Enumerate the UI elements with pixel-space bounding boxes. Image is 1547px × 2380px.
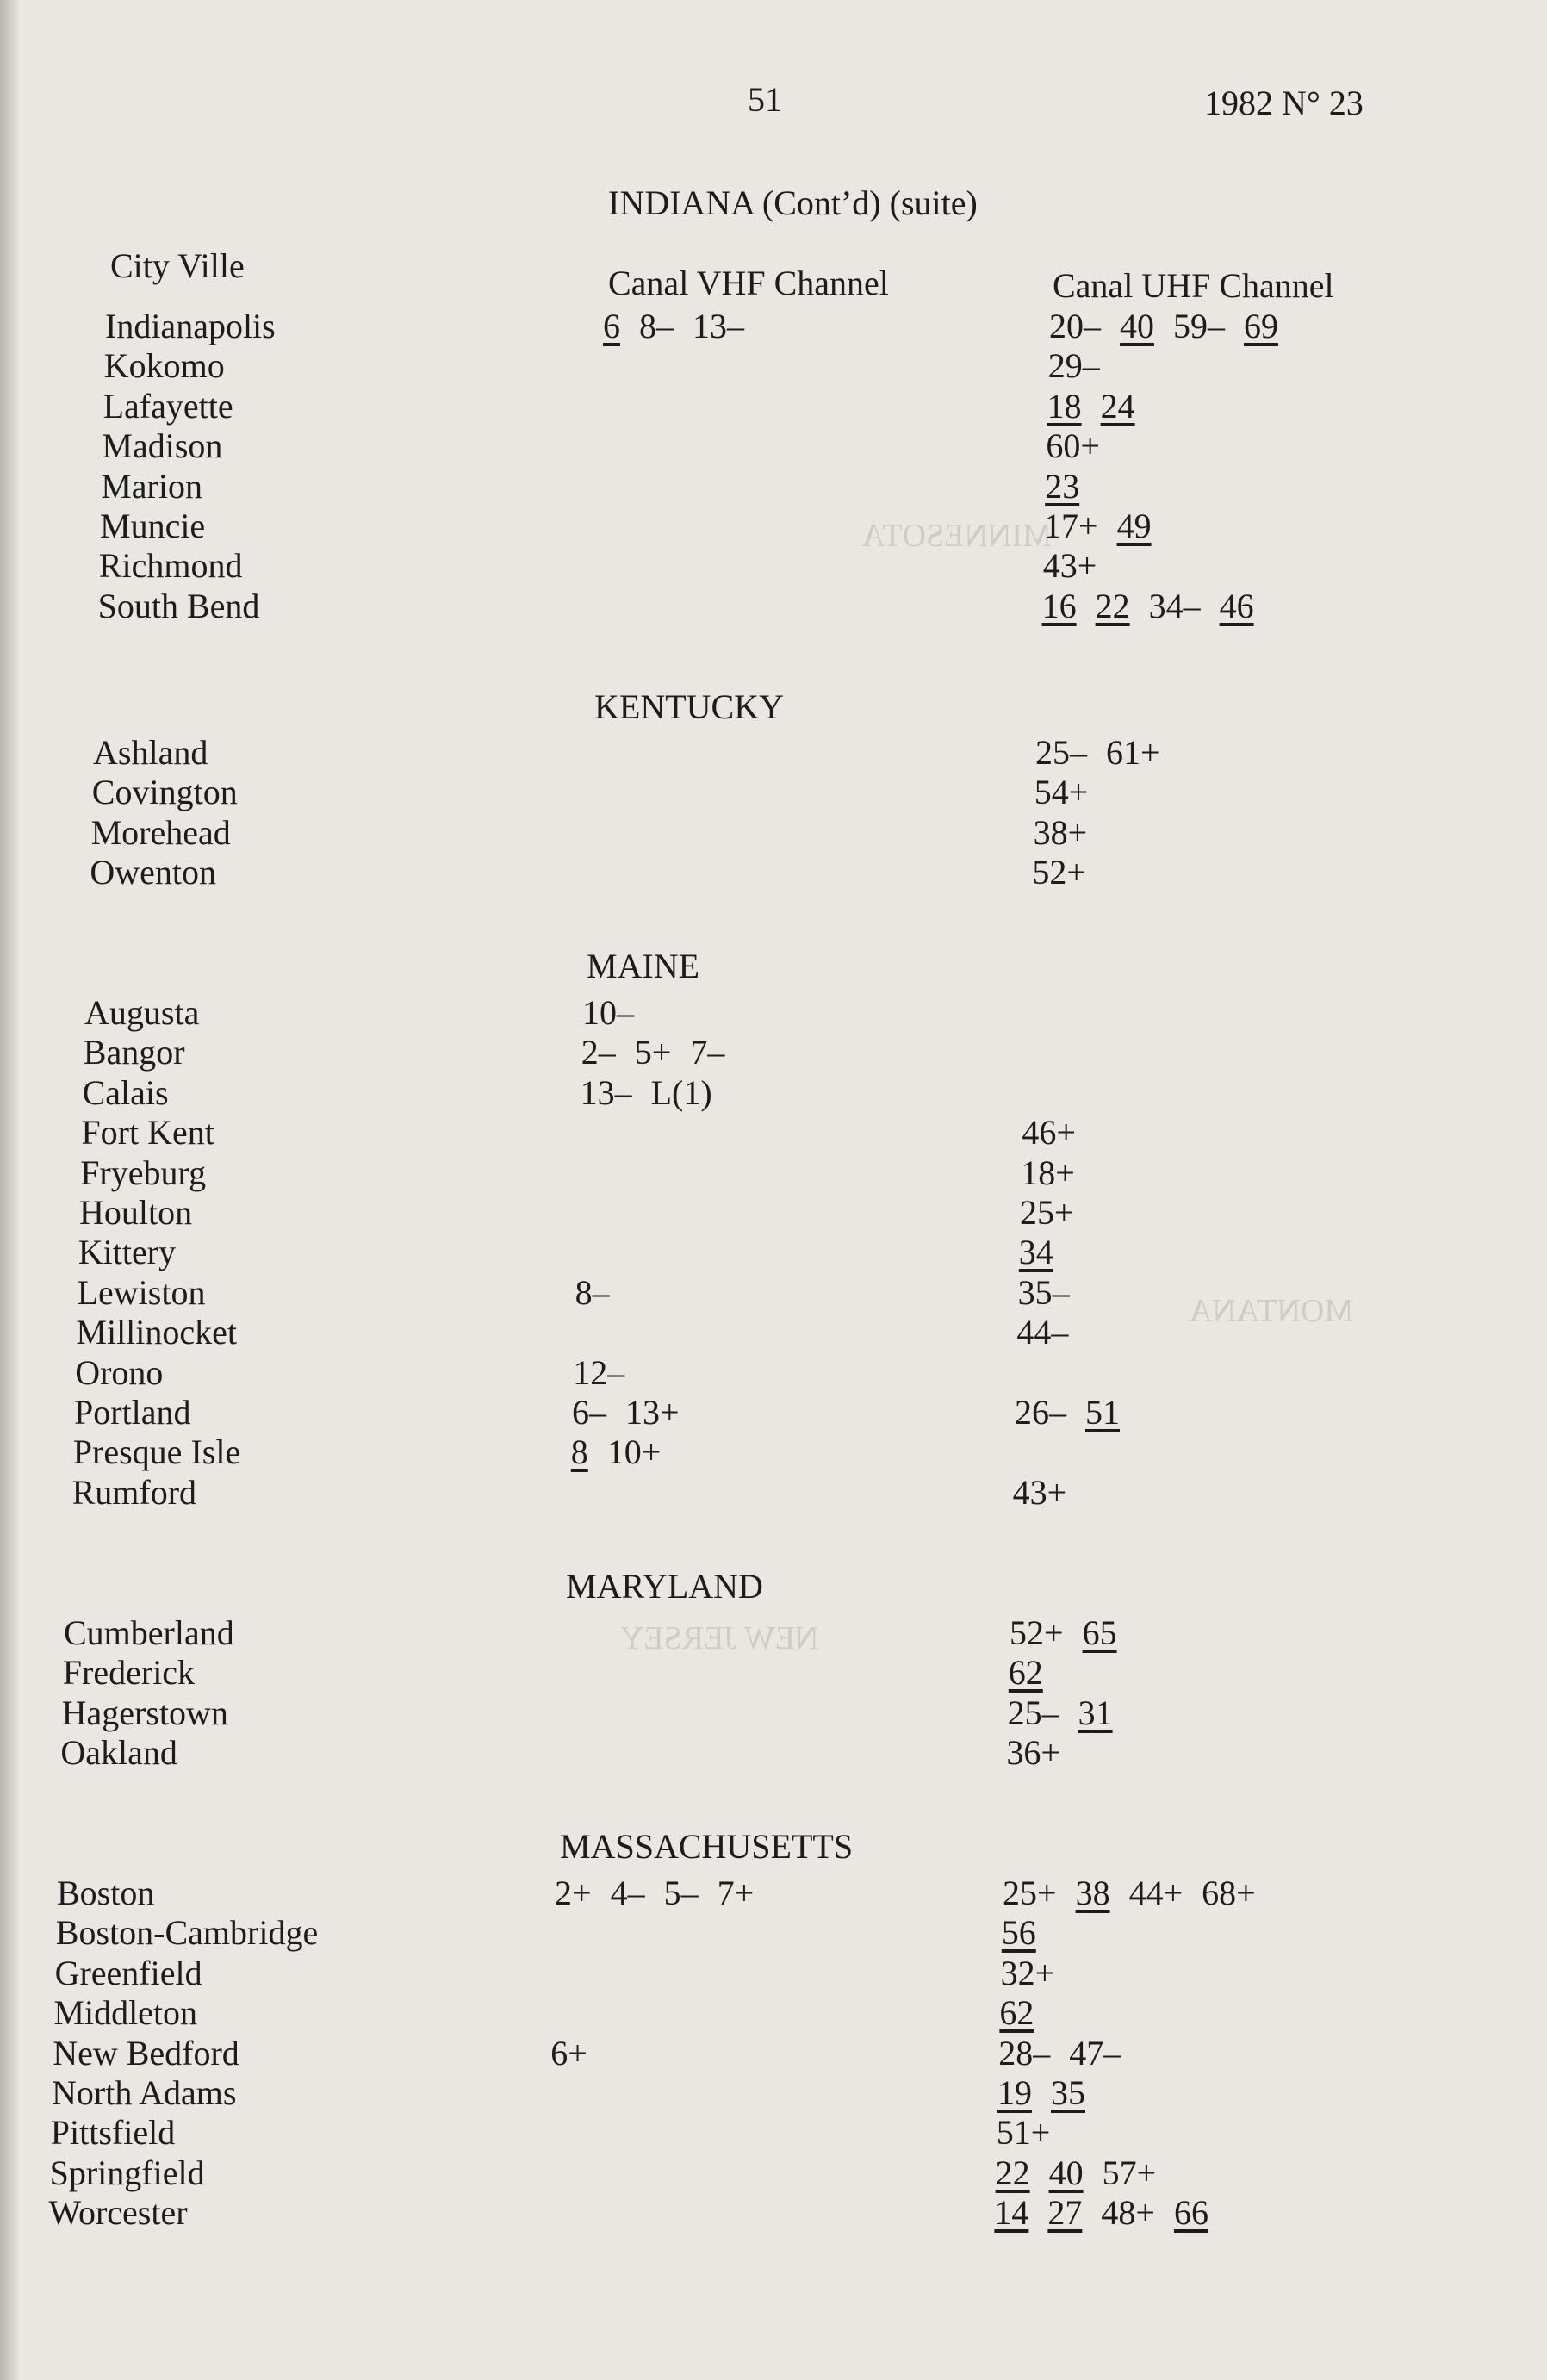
uhf-channel: 22 bbox=[1095, 586, 1130, 625]
uhf-channel: 44– bbox=[1016, 1313, 1069, 1352]
uhf-channel: 18 bbox=[1047, 386, 1082, 426]
uhf-channels bbox=[1043, 545, 1116, 586]
uhf-channels bbox=[1013, 1472, 1086, 1513]
city-name: Augusta bbox=[84, 993, 200, 1032]
uhf-channel: 17+ bbox=[1044, 506, 1098, 545]
vhf-channels bbox=[582, 992, 653, 1033]
city-name: Worcester bbox=[48, 2193, 188, 2233]
city-name: Richmond bbox=[98, 546, 243, 586]
page-number: 51 bbox=[748, 80, 782, 119]
uhf-channel: 69 bbox=[1244, 307, 1278, 345]
uhf-channel: 66 bbox=[1173, 2193, 1208, 2233]
uhf-channels bbox=[1035, 732, 1179, 773]
vhf-channels bbox=[555, 1873, 773, 1913]
city-name: Morehead bbox=[90, 812, 231, 852]
city-name: Millinocket bbox=[76, 1313, 238, 1352]
uhf-channel: 49 bbox=[1116, 506, 1152, 545]
uhf-channel: 27 bbox=[1047, 2193, 1083, 2233]
city-name: Owenton bbox=[90, 853, 217, 892]
vhf-channel: 6– bbox=[572, 1393, 606, 1432]
uhf-channels bbox=[1010, 1613, 1136, 1653]
city-name: Fort Kent bbox=[81, 1113, 214, 1153]
uhf-channel: 48+ bbox=[1101, 2193, 1155, 2233]
uhf-channel: 43+ bbox=[1042, 546, 1097, 586]
uhf-channel: 25+ bbox=[1020, 1193, 1074, 1232]
uhf-channels bbox=[1006, 1732, 1079, 1773]
state-heading: MASSACHUSETTS bbox=[560, 1827, 854, 1866]
uhf-channel: 59– bbox=[1173, 307, 1225, 345]
vhf-channel: 8– bbox=[575, 1272, 610, 1312]
vhf-channel: 13+ bbox=[625, 1393, 680, 1432]
vhf-channels bbox=[575, 1272, 629, 1313]
uhf-channel: 38+ bbox=[1033, 812, 1088, 852]
uhf-channels bbox=[997, 2072, 1104, 2113]
city-name: New Bedford bbox=[53, 2033, 239, 2072]
vhf-channel: 5+ bbox=[634, 1033, 672, 1072]
vhf-channel: 6+ bbox=[550, 2033, 587, 2072]
city-name: Covington bbox=[91, 773, 238, 812]
city-name: Greenfield bbox=[54, 1953, 202, 1992]
page-spine-shadow bbox=[0, 0, 19, 2380]
uhf-channels bbox=[999, 1992, 1053, 2033]
uhf-channel: 65 bbox=[1082, 1613, 1117, 1652]
uhf-channel: 57+ bbox=[1102, 2153, 1157, 2192]
uhf-channels bbox=[1018, 1272, 1089, 1313]
uhf-channels bbox=[1002, 1912, 1055, 1953]
uhf-channel: 36+ bbox=[1006, 1733, 1060, 1773]
city-name: Lewiston bbox=[77, 1272, 206, 1312]
uhf-channels bbox=[998, 2033, 1140, 2073]
vhf-channel: 13– bbox=[580, 1072, 632, 1112]
header-vhf: Canal VHF Channel bbox=[608, 264, 889, 302]
uhf-channels bbox=[994, 2192, 1227, 2233]
vhf-channel: 5– bbox=[663, 1874, 699, 1912]
uhf-channels bbox=[997, 2112, 1070, 2153]
city-name: Portland bbox=[74, 1393, 191, 1432]
vhf-channel: 8 bbox=[570, 1432, 588, 1472]
city-name: South Bend bbox=[97, 586, 260, 625]
uhf-channel: 25+ bbox=[1003, 1874, 1057, 1912]
uhf-channels bbox=[1022, 1112, 1095, 1153]
vhf-channels bbox=[581, 1072, 731, 1113]
uhf-channel: 38 bbox=[1075, 1874, 1110, 1912]
uhf-channels bbox=[1015, 1392, 1139, 1432]
uhf-channel: 35– bbox=[1017, 1272, 1070, 1312]
uhf-channel: 56 bbox=[1001, 1913, 1036, 1953]
uhf-channel: 46+ bbox=[1022, 1113, 1076, 1153]
uhf-channels bbox=[1001, 1953, 1074, 1993]
state-heading: INDIANA (Cont’d) (suite) bbox=[608, 183, 978, 222]
vhf-channels bbox=[550, 2033, 606, 2073]
uhf-channel: 24 bbox=[1100, 386, 1135, 426]
uhf-channel: 34– bbox=[1148, 586, 1201, 625]
uhf-channel: 26– bbox=[1015, 1393, 1066, 1432]
uhf-channel: 14 bbox=[994, 2193, 1029, 2233]
city-name: Calais bbox=[82, 1072, 169, 1112]
city-name: Kokomo bbox=[103, 346, 225, 386]
vhf-channel: 10– bbox=[582, 993, 634, 1032]
uhf-channel: 47– bbox=[1069, 2033, 1121, 2072]
uhf-channel: 52+ bbox=[1032, 853, 1086, 892]
vhf-channel: 13– bbox=[693, 307, 744, 345]
vhf-channels bbox=[581, 1032, 744, 1072]
city-name: Ashland bbox=[93, 733, 208, 772]
city-name: Boston bbox=[57, 1874, 155, 1912]
bleed-through-text: MINNESOTA bbox=[861, 518, 1052, 554]
uhf-channel: 60+ bbox=[1046, 426, 1100, 466]
uhf-channels bbox=[1048, 345, 1119, 386]
uhf-channel: 44+ bbox=[1128, 1874, 1184, 1912]
vhf-channel: 7– bbox=[690, 1033, 725, 1072]
uhf-channel: 16 bbox=[1041, 586, 1077, 625]
uhf-channels bbox=[1034, 812, 1107, 853]
uhf-channels bbox=[996, 2153, 1176, 2193]
vhf-channels bbox=[603, 306, 763, 346]
vhf-channels bbox=[571, 1432, 680, 1472]
issue-number: 1982 N° 23 bbox=[1204, 84, 1364, 122]
city-name: Muncie bbox=[100, 506, 206, 545]
uhf-channel: 61+ bbox=[1106, 733, 1160, 772]
uhf-channels bbox=[1019, 1232, 1072, 1272]
vhf-channel: 8– bbox=[639, 307, 674, 345]
vhf-channel: 2– bbox=[581, 1033, 616, 1072]
city-name: Madison bbox=[102, 426, 223, 466]
uhf-channel: 31 bbox=[1078, 1693, 1113, 1732]
uhf-channels bbox=[1044, 506, 1171, 546]
uhf-channels bbox=[1047, 386, 1154, 426]
uhf-channels bbox=[1034, 772, 1108, 812]
city-name: Rumford bbox=[71, 1472, 197, 1512]
uhf-channels bbox=[1021, 1153, 1094, 1193]
bleed-through-text: MONTANA bbox=[1189, 1293, 1354, 1329]
vhf-channels bbox=[573, 1352, 643, 1393]
city-name: Orono bbox=[75, 1352, 164, 1392]
city-name: Fryeburg bbox=[80, 1153, 207, 1192]
uhf-channel: 51 bbox=[1085, 1393, 1120, 1432]
uhf-channel: 18+ bbox=[1021, 1153, 1075, 1192]
city-name: Frederick bbox=[62, 1653, 196, 1693]
uhf-channel: 68+ bbox=[1202, 1874, 1256, 1912]
uhf-channel: 19 bbox=[997, 2073, 1032, 2112]
vhf-channel: 4– bbox=[610, 1874, 645, 1912]
header-city: City Ville bbox=[110, 246, 245, 285]
uhf-channels bbox=[1032, 852, 1105, 892]
uhf-channel: 25– bbox=[1035, 733, 1087, 772]
city-name: Oakland bbox=[60, 1733, 177, 1773]
uhf-channels bbox=[1016, 1312, 1087, 1352]
city-name: Marion bbox=[101, 466, 202, 506]
vhf-channel: 10+ bbox=[606, 1432, 662, 1472]
city-name: Pittsfield bbox=[50, 2113, 176, 2153]
city-name: Cumberland bbox=[64, 1613, 234, 1652]
city-name: Houlton bbox=[79, 1193, 193, 1232]
uhf-channel: 40 bbox=[1120, 307, 1154, 345]
uhf-channels bbox=[1049, 306, 1297, 346]
uhf-channels bbox=[1009, 1652, 1062, 1693]
vhf-channel: 12– bbox=[573, 1352, 625, 1392]
uhf-channel: 46 bbox=[1219, 586, 1254, 625]
uhf-channel: 25– bbox=[1007, 1693, 1059, 1732]
vhf-channel: 7+ bbox=[717, 1874, 755, 1912]
city-name: Indianapolis bbox=[105, 307, 276, 345]
city-name: Kittery bbox=[78, 1233, 177, 1272]
uhf-channel: 40 bbox=[1048, 2153, 1084, 2192]
uhf-channel: 22 bbox=[995, 2153, 1030, 2192]
uhf-channel: 62 bbox=[999, 1993, 1034, 2033]
city-name: Springfield bbox=[49, 2153, 205, 2192]
city-name: Lafayette bbox=[103, 386, 233, 426]
city-name: Presque Isle bbox=[72, 1432, 241, 1472]
uhf-channel: 43+ bbox=[1012, 1472, 1067, 1512]
uhf-channel: 29– bbox=[1047, 346, 1100, 386]
uhf-channels bbox=[1045, 466, 1098, 506]
uhf-channels bbox=[1042, 586, 1273, 626]
city-name: Middleton bbox=[53, 1993, 198, 2033]
uhf-channel: 51+ bbox=[996, 2113, 1051, 2153]
state-heading: KENTUCKY bbox=[594, 687, 784, 726]
uhf-channels bbox=[1046, 426, 1119, 466]
uhf-channel: 20– bbox=[1049, 307, 1101, 345]
city-name: Boston-Cambridge bbox=[55, 1913, 319, 1953]
city-name: North Adams bbox=[52, 2073, 237, 2112]
uhf-channels bbox=[1003, 1873, 1275, 1913]
state-heading: MAINE bbox=[587, 947, 700, 985]
vhf-channel: 6 bbox=[603, 307, 620, 345]
header-uhf: Canal UHF Channel bbox=[1053, 266, 1334, 305]
uhf-channel: 34 bbox=[1018, 1233, 1053, 1272]
vhf-channels bbox=[572, 1392, 699, 1432]
vhf-channel: 2+ bbox=[555, 1874, 592, 1912]
uhf-channel: 54+ bbox=[1034, 773, 1089, 812]
uhf-channel: 32+ bbox=[1000, 1953, 1055, 1992]
bleed-through-text: NEW JERSEY bbox=[620, 1620, 819, 1656]
uhf-channel: 23 bbox=[1045, 466, 1080, 506]
uhf-channels bbox=[1020, 1192, 1093, 1233]
state-heading: MARYLAND bbox=[566, 1567, 763, 1606]
uhf-channel: 35 bbox=[1051, 2073, 1085, 2112]
uhf-channels bbox=[1008, 1693, 1132, 1733]
city-name: Bangor bbox=[83, 1033, 185, 1072]
city-name: Hagerstown bbox=[61, 1693, 228, 1732]
uhf-channel: 62 bbox=[1008, 1653, 1043, 1693]
vhf-channel: L(1) bbox=[650, 1072, 712, 1112]
uhf-channel: 28– bbox=[998, 2033, 1051, 2072]
uhf-channel: 52+ bbox=[1010, 1613, 1064, 1652]
